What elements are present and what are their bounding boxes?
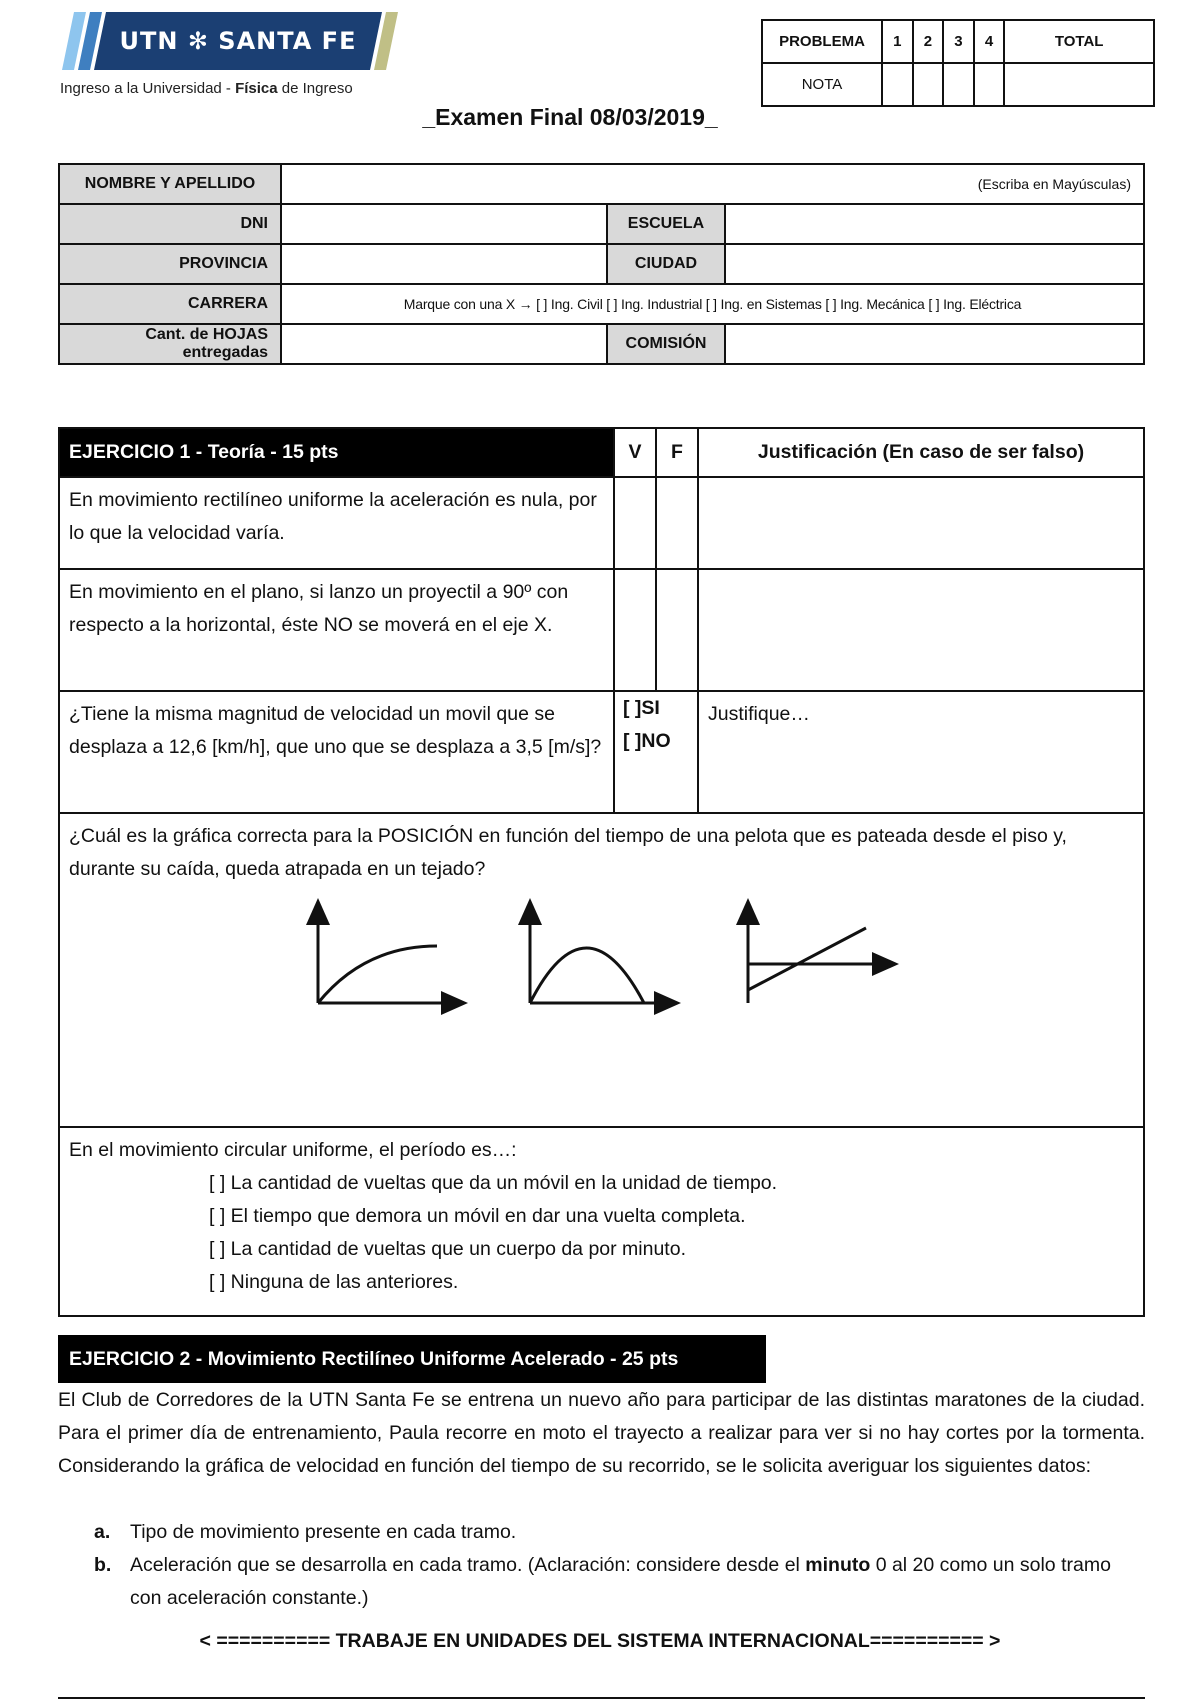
subtitle-bold: Física [235, 80, 278, 97]
q5-cell [59, 1127, 1144, 1316]
ej2-list [94, 1516, 1145, 1615]
info-row-provincia [59, 244, 1144, 284]
q4-graph-options [69, 898, 1129, 1088]
q5-text: En el movimiento circular uniforme, el período es…: [69, 1139, 517, 1161]
graph-option-b[interactable] [530, 910, 669, 1003]
grade-label-nota: NOTA [762, 63, 882, 106]
dni-field[interactable] [281, 204, 607, 244]
name-label: NOMBRE Y APELLIDO [59, 164, 281, 204]
ciudad-field[interactable] [725, 244, 1144, 284]
subtitle-prefix: Ingreso a la Universidad - [60, 80, 236, 97]
ej1-v-header: V [614, 428, 656, 477]
grade-cell-1[interactable] [882, 63, 913, 106]
q3-si-option[interactable]: [ ]SI [623, 697, 660, 719]
graph-a-curve [318, 946, 437, 1003]
ej1-f-header: F [656, 428, 698, 477]
q3-justification[interactable]: Justifique… [698, 691, 1144, 813]
grade-header-total: TOTAL [1004, 20, 1154, 63]
grade-cell-2[interactable] [913, 63, 944, 106]
grade-table [761, 19, 1155, 107]
q1-v-box[interactable] [614, 477, 656, 569]
si-units-banner: < ========== TRABAJE EN UNIDADES DEL SISTEMA INTERNACIONAL========== > [199, 1630, 1001, 1652]
ej1-just-header: Justificación (En caso de ser falso) [698, 428, 1144, 477]
q5-option-b[interactable]: [ ] El tiempo que demora un móvil en dar una vuelta completa. [209, 1205, 746, 1227]
ej1-header-row [59, 428, 1144, 477]
course-subtitle [60, 80, 353, 97]
grade-row-nota [762, 63, 1154, 106]
q4-graphs [69, 898, 1134, 1088]
grade-row-problems [762, 20, 1154, 63]
q3-options[interactable] [614, 691, 698, 813]
ej1-question-1 [59, 477, 1144, 569]
ej2-item-a-marker: a. [94, 1521, 111, 1543]
info-row-carrera [59, 284, 1144, 324]
ciudad-label: CIUDAD [607, 244, 725, 284]
ej2-body: El Club de Corredores de la UTN Santa Fe se entrena un nuevo año para participar de las distintas maratones de la ciudad. Para el primer día de entrenamiento, Paula recorre en moto el trayecto a realizar para ver si no hay cortes por la tormenta. Considerando la gráfica de velocidad en función del tiempo de su recorrido, se le solicita averiguar los siguientes datos: [58, 1389, 1145, 1477]
comision-field[interactable] [725, 324, 1144, 364]
grade-cell-total[interactable] [1004, 63, 1154, 106]
escuela-label: ESCUELA [607, 204, 725, 244]
dni-label: DNI [59, 204, 281, 244]
ej2-item-b-post: 0 al 20 como un solo tramo con aceleración constante.) [130, 1554, 1111, 1609]
carrera-options[interactable]: Marque con una X → [ ] Ing. Civil [ ] Ing. Industrial [ ] Ing. en Sistemas [ ] Ing. Mecánica [ ] Ing. Eléctrica [281, 284, 1144, 324]
q5-option-c[interactable]: [ ] La cantidad de vueltas que un cuerpo da por minuto. [209, 1238, 686, 1260]
ej1-question-3 [59, 691, 1144, 813]
q2-v-box[interactable] [614, 569, 656, 691]
q3-no-option[interactable]: [ ]NO [623, 730, 671, 752]
provincia-field[interactable] [281, 244, 607, 284]
graph-option-c[interactable] [748, 910, 887, 1003]
carrera-label: CARRERA [59, 284, 281, 324]
ej2-item-b [94, 1549, 1145, 1615]
q4-cell [59, 813, 1144, 1127]
grade-cell-4[interactable] [974, 63, 1005, 106]
q1-f-box[interactable] [656, 477, 698, 569]
exam-title: _Examen Final 08/03/2019_ [422, 104, 718, 130]
ej2-title: EJERCICIO 2 - Movimiento Rectilíneo Uniforme Acelerado - 25 pts [58, 1335, 766, 1383]
q4-text: ¿Cuál es la gráfica correcta para la POSICIÓN en función del tiempo de una pelota que es pateada desde el piso y, durante su caída, queda atrapada en un tejado? [69, 825, 1067, 880]
comision-label: COMISIÓN [607, 324, 725, 364]
graph-c-line [748, 928, 866, 990]
ej2-item-b-pre: Aceleración que se desarrolla en cada tramo. (Aclaración: considere desde el [130, 1554, 806, 1576]
grade-header-problema: PROBLEMA [762, 20, 882, 63]
q3-text: ¿Tiene la misma magnitud de velocidad un movil que se desplaza a 12,6 [km/h], que uno que se desplaza a 3,5 [m/s]? [59, 691, 614, 813]
ej1-title: EJERCICIO 1 - Teoría - 15 pts [59, 428, 614, 477]
ej2-item-b-text [130, 1549, 1145, 1615]
provincia-label: PROVINCIA [59, 244, 281, 284]
exercise-1-table [58, 427, 1145, 1317]
info-row-name [59, 164, 1144, 204]
ej1-question-4 [59, 813, 1144, 1127]
q5-options [69, 1167, 1134, 1299]
grade-header-1: 1 [882, 20, 913, 63]
grade-cell-3[interactable] [943, 63, 974, 106]
q5-option-a[interactable]: [ ] La cantidad de vueltas que da un móvil en la unidad de tiempo. [209, 1172, 778, 1194]
student-info-table [58, 163, 1145, 365]
q5-option-d[interactable]: [ ] Ninguna de las anteriores. [209, 1271, 459, 1293]
q2-justification[interactable] [698, 569, 1144, 691]
name-note: (Escriba en Mayúsculas) [977, 176, 1131, 192]
q2-text: En movimiento en el plano, si lanzo un proyectil a 90º con respecto a la horizontal, éste NO se moverá en el eje X. [59, 569, 614, 691]
grade-header-4: 4 [974, 20, 1005, 63]
info-row-dni [59, 204, 1144, 244]
logo-text: UTN ✻ SANTA FE [119, 27, 357, 55]
ej2-item-b-bold: minuto [805, 1554, 871, 1576]
ej2-item-a-pre: Tipo de movimiento presente en cada tramo. [130, 1521, 517, 1543]
ej2-item-a-text [130, 1516, 1145, 1549]
ej1-question-5 [59, 1127, 1144, 1316]
name-field[interactable] [281, 164, 1144, 204]
q1-text: En movimiento rectilíneo uniforme la aceleración es nula, por lo que la velocidad varía. [59, 477, 614, 569]
bottom-rule [58, 1697, 1145, 1699]
q2-f-box[interactable] [656, 569, 698, 691]
graph-b-curve [530, 948, 644, 1003]
grade-header-3: 3 [943, 20, 974, 63]
subtitle-suffix: de Ingreso [277, 80, 353, 97]
q1-justification[interactable] [698, 477, 1144, 569]
graph-option-a[interactable] [318, 910, 456, 1003]
escuela-field[interactable] [725, 204, 1144, 244]
ej2-item-b-marker: b. [94, 1554, 112, 1576]
hojas-label: Cant. de HOJAS entregadas [59, 324, 281, 364]
hojas-field[interactable] [281, 324, 607, 364]
utn-santa-fe-logo [62, 12, 402, 70]
info-row-hojas [59, 324, 1144, 364]
ej1-question-2 [59, 569, 1144, 691]
grade-header-2: 2 [913, 20, 944, 63]
ej2-item-a [94, 1516, 1145, 1549]
